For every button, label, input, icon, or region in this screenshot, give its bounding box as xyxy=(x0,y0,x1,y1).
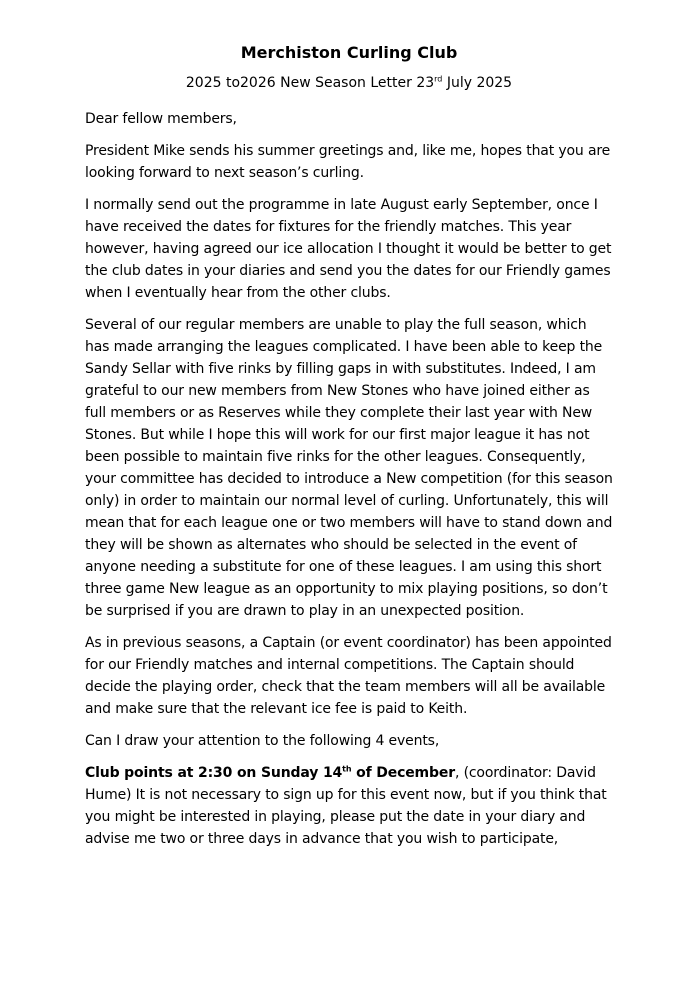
subtitle-superscript: rd xyxy=(434,74,443,84)
salutation: Dear fellow members, xyxy=(85,111,237,127)
event-title-end: of December xyxy=(351,765,455,781)
paragraph-captains: As in previous seasons, a Captain (or event coordinator) has been appointed for our Friendly matches and internal competitions. The Captain should decide the playing order, check that the team members will all be available and make sure that the relevant ice fee is paid to Keith. xyxy=(85,635,612,717)
subtitle-text: 2025 to2026 New Season Letter 23 xyxy=(185,75,435,91)
event-coordinator: , (coordinator: David Hume) xyxy=(85,765,596,803)
paragraph-programme: I normally send out the programme in late August early September, once I have received the dates for fixtures for the friendly matches. This year however, having agreed our ice allocation I thought it would be better to get the club dates in your diaries and send you the dates for our Friendly games when I eventually hear from the other clubs. xyxy=(85,197,612,301)
event-description: It is not necessary to sign up for this event now, but if you think that you might be interested in playing, please put the date in your diary and advise me two or three days in advance that you wish to participate, xyxy=(85,787,607,847)
event-title: Club points at 2:30 on Sunday 14 xyxy=(85,765,343,781)
letter-subtitle xyxy=(85,73,613,93)
paragraph-events-intro: Can I draw your attention to the following 4 events, xyxy=(85,733,440,749)
paragraph-leagues: Several of our regular members are unable to play the full season, which has made arranging the leagues complicated. I have been able to keep the Sandy Sellar with five rinks by filling gaps in with substitutes. Indeed, I am grateful to our new members from New Stones who have joined either as full members or as Reserves while they complete their last year with New Stones. But while I hope this will work for our first major league it has not been possible to maintain five rinks for the other leagues. Consequently, your committee has decided to introduce a New competition (for this season only) in order to maintain our normal level of curling. Unfortunately, this will mean that for each league one or two members will have to stand down and they will be shown as alternates who should be selected in the event of anyone needing a substitute for one of these leagues. I am using this short three game New league as an opportunity to mix playing positions, so don’t be surprised if you are drawn to play in an unexpected position. xyxy=(85,317,613,619)
paragraph-greetings: President Mike sends his summer greetings and, like me, hopes that you are looking forward to next season’s curling. xyxy=(85,143,611,181)
subtitle-date-end: July 2025 xyxy=(442,75,513,91)
letter-title: Merchiston Curling Club xyxy=(240,43,458,62)
event-club-points xyxy=(85,762,613,850)
event-date-superscript: th xyxy=(342,764,352,774)
letter-page xyxy=(85,42,613,850)
